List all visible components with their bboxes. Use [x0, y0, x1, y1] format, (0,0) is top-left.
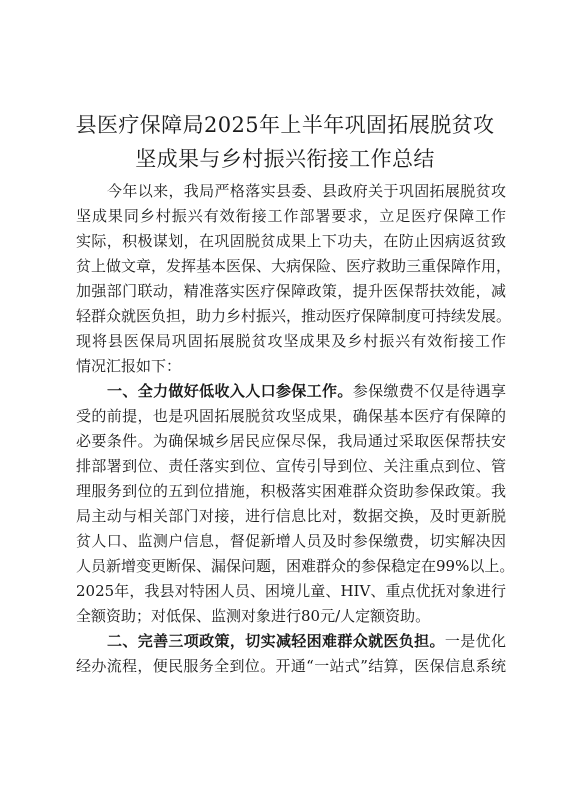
- section-1-line-7: 贫人口、监测户信息，督促新增人员及时参保缴费，切实解决因: [76, 532, 506, 550]
- intro-line-1: 今年以来，我局严格落实县委、县政府关于巩固拓展脱贫攻: [107, 182, 506, 200]
- section-2-line-2: 经办流程，便民服务全到位。开通“一站式”结算，医保信息系统: [76, 657, 506, 675]
- section-1-line-5: 理服务到位的五到位措施，积极落实困难群众资助参保政策。我: [76, 482, 506, 500]
- section-2-first-line: [107, 630, 506, 652]
- intro-line-4: 贫上做文章，发挥基本医保、大病保险、医疗救助三重保障作用，: [76, 257, 512, 275]
- document-title-line-2: 坚成果与乡村振兴衔接工作总结: [135, 147, 435, 171]
- section-1-line-1: 参保缴费不仅是待遇享: [352, 382, 506, 400]
- intro-line-5: 加强部门联动，精准落实医疗保障政策，提升医保帮扶效能，减: [76, 282, 506, 300]
- section-1-line-2: 受的前提，也是巩固拓展脱贫攻坚成果，确保基本医疗有保障的: [76, 407, 506, 425]
- section-1-heading: 一、全力做好低收入人口参保工作。: [107, 382, 353, 400]
- document-title-line-1: 县医疗保障局2025年上半年巩固拓展脱贫攻: [75, 113, 495, 137]
- section-2-heading: 二、完善三项政策，切实减轻困难群众就医负担。: [107, 632, 445, 650]
- section-1-line-8: 人员新增变更断保、漏保问题，困难群众的参保稳定在99%以上。: [76, 557, 515, 575]
- section-1-line-10: 全额资助；对低保、监测对象进行80元/人定额资助。: [76, 607, 431, 625]
- section-2-line-1: 一是优化: [444, 632, 506, 650]
- intro-line-3: 实际，积极谋划，在巩固脱贫成果上下功夫，在防止因病返贫致: [76, 232, 506, 250]
- intro-line-7: 现将县医保局巩固拓展脱贫攻坚成果及乡村振兴有效衔接工作: [76, 332, 506, 350]
- section-1-line-4: 排部署到位、责任落实到位、宣传引导到位、关注重点到位、管: [76, 457, 506, 475]
- section-1-line-3: 必要条件。为确保城乡居民应保尽保，我局通过采取医保帮扶安: [76, 432, 506, 450]
- intro-line-2: 坚成果同乡村振兴有效衔接工作部署要求，立足医疗保障工作: [76, 207, 506, 225]
- section-1-line-9: 2025年，我县对特困人员、困境儿童、HIV、重点优抚对象进行: [76, 582, 506, 600]
- intro-line-8: 情况汇报如下：: [76, 357, 182, 375]
- section-1-first-line: [107, 380, 506, 402]
- section-1-line-6: 局主动与相关部门对接，进行信息比对，数据交换，及时更新脱: [76, 507, 506, 525]
- intro-line-6: 轻群众就医负担，助力乡村振兴，推动医疗保障制度可持续发展。: [76, 307, 512, 325]
